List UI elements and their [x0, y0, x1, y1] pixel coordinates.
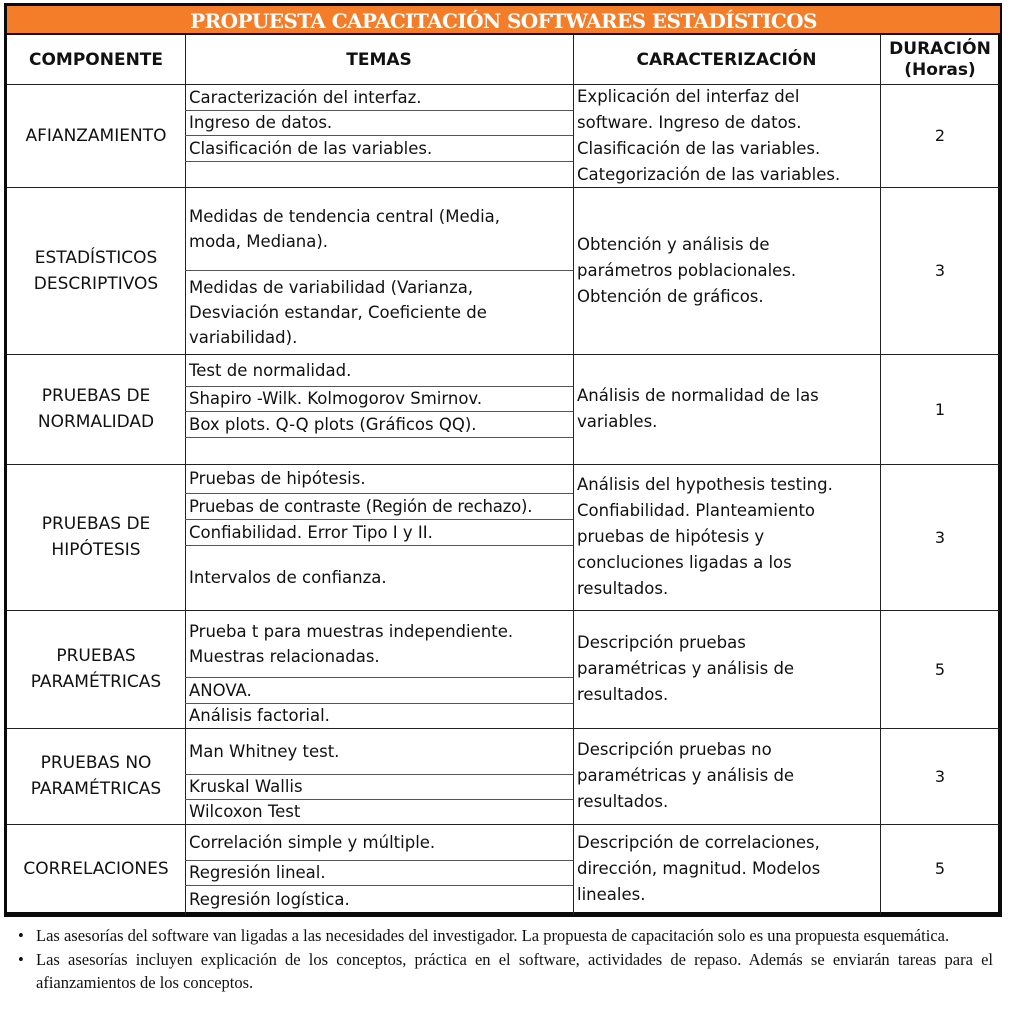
- tema-cell: Kruskal Wallis: [189, 777, 303, 796]
- duracion-cell: 5: [934, 859, 946, 878]
- componente-cell: PRUEBAS NO PARAMÉTRICAS: [30, 753, 162, 799]
- duracion-cell: 3: [934, 261, 946, 280]
- duracion-cell: 3: [934, 766, 946, 786]
- componente-cell: ESTADÍSTICOS DESCRIPTIVOS: [33, 247, 159, 294]
- caracterizacion-cell: Descripción pruebas paramétricas y análisis de resultados.: [577, 633, 795, 704]
- componente-cell: PRUEBAS PARAMÉTRICAS: [30, 646, 162, 692]
- duracion-cell: 2: [934, 126, 946, 145]
- tema-cell: [185, 437, 573, 464]
- note-text: Las asesorías del software van ligadas a las necesidades del investigador. La propuesta de capacitación solo es una propuesta esquemática.: [36, 926, 950, 945]
- note-item: [18, 924, 993, 947]
- duracion-cell: 5: [934, 659, 946, 679]
- componente-cell: PRUEBAS DE NORMALIDAD: [37, 386, 155, 432]
- tema-cell: Análisis factorial.: [189, 706, 330, 725]
- bullet-icon: •: [18, 926, 24, 945]
- header-duracion-label: DURACIÓN: [889, 38, 991, 59]
- tema-cell: Confiabilidad. Error Tipo I y II.: [189, 522, 433, 542]
- tema-cell: Medidas de tendencia central (Media, moda, Mediana).: [189, 206, 501, 251]
- header-duracion: [880, 35, 1000, 84]
- tema-cell: Man Whitney test.: [189, 741, 340, 761]
- tema-cell: Wilcoxon Test: [189, 802, 301, 821]
- tema-cell: Ingreso de datos.: [189, 113, 333, 132]
- header-duracion-unit: (Horas): [904, 59, 976, 80]
- notes-list: [18, 924, 993, 995]
- note-item: [18, 948, 993, 994]
- caracterizacion-cell: Descripción pruebas no paramétricas y análisis de resultados.: [577, 740, 795, 811]
- tema-cell: Pruebas de contraste (Región de rechazo).: [189, 496, 533, 516]
- tema-cell: Pruebas de hipótesis.: [189, 469, 366, 488]
- header-caracterizacion: CARACTERIZACIÓN: [636, 49, 817, 70]
- duracion-cell: 3: [934, 527, 946, 547]
- caracterizacion-cell: Análisis del hypothesis testing. Confiabilidad. Planteamiento pruebas de hipótesis y concluciones ligadas a los resultados.: [577, 475, 833, 598]
- tema-cell: Test de normalidad.: [189, 360, 352, 380]
- header-temas: TEMAS: [346, 49, 412, 70]
- caracterizacion-cell: Explicación del interfaz del software. Ingreso de datos. Clasificación de las variables. Categorización de las variables.: [577, 86, 841, 184]
- tema-cell: Prueba t para muestras independiente. Muestras relacionadas.: [189, 621, 514, 666]
- note-text: Las asesorías incluyen explicación de los conceptos, práctica en el software, actividades de repaso. Además se enviarán tareas para el afianzamientos de los conceptos.: [36, 950, 993, 992]
- tema-cell: Regresión logística.: [189, 889, 350, 909]
- tema-cell: [185, 161, 573, 187]
- componente-cell: CORRELACIONES: [23, 858, 169, 879]
- caracterizacion-cell: Descripción de correlaciones, dirección, magnitud. Modelos lineales.: [577, 832, 821, 904]
- tema-cell: Shapiro -Wilk. Kolmogorov Smirnov.: [189, 389, 483, 408]
- componente-cell: PRUEBAS DE HIPÓTESIS: [41, 514, 151, 560]
- tema-cell: Caracterización del interfaz.: [189, 87, 422, 107]
- header-componente: COMPONENTE: [28, 49, 164, 70]
- tema-cell: Intervalos de confianza.: [189, 568, 387, 587]
- caracterizacion-cell: Análisis de normalidad de las variables.: [577, 386, 819, 431]
- tema-cell: Correlación simple y múltiple.: [189, 832, 436, 852]
- tema-cell: Box plots. Q-Q plots (Gráficos QQ).: [189, 414, 477, 434]
- componente-cell: AFIANZAMIENTO: [25, 125, 167, 146]
- caracterizacion-cell: Obtención y análisis de parámetros poblacionales. Obtención de gráficos.: [577, 234, 797, 306]
- table-title: PROPUESTA CAPACITACIÓN SOFTWARES ESTADÍSTICOS: [7, 6, 1000, 35]
- bullet-icon: •: [18, 950, 24, 969]
- duracion-cell: 1: [934, 399, 946, 419]
- tema-cell: Clasificación de las variables.: [189, 138, 433, 158]
- tema-cell: Regresión lineal.: [189, 863, 326, 882]
- tema-cell: ANOVA.: [189, 680, 252, 700]
- tema-cell: Medidas de variabilidad (Varianza, Desviación estandar, Coeficiente de variabilidad).: [189, 277, 487, 347]
